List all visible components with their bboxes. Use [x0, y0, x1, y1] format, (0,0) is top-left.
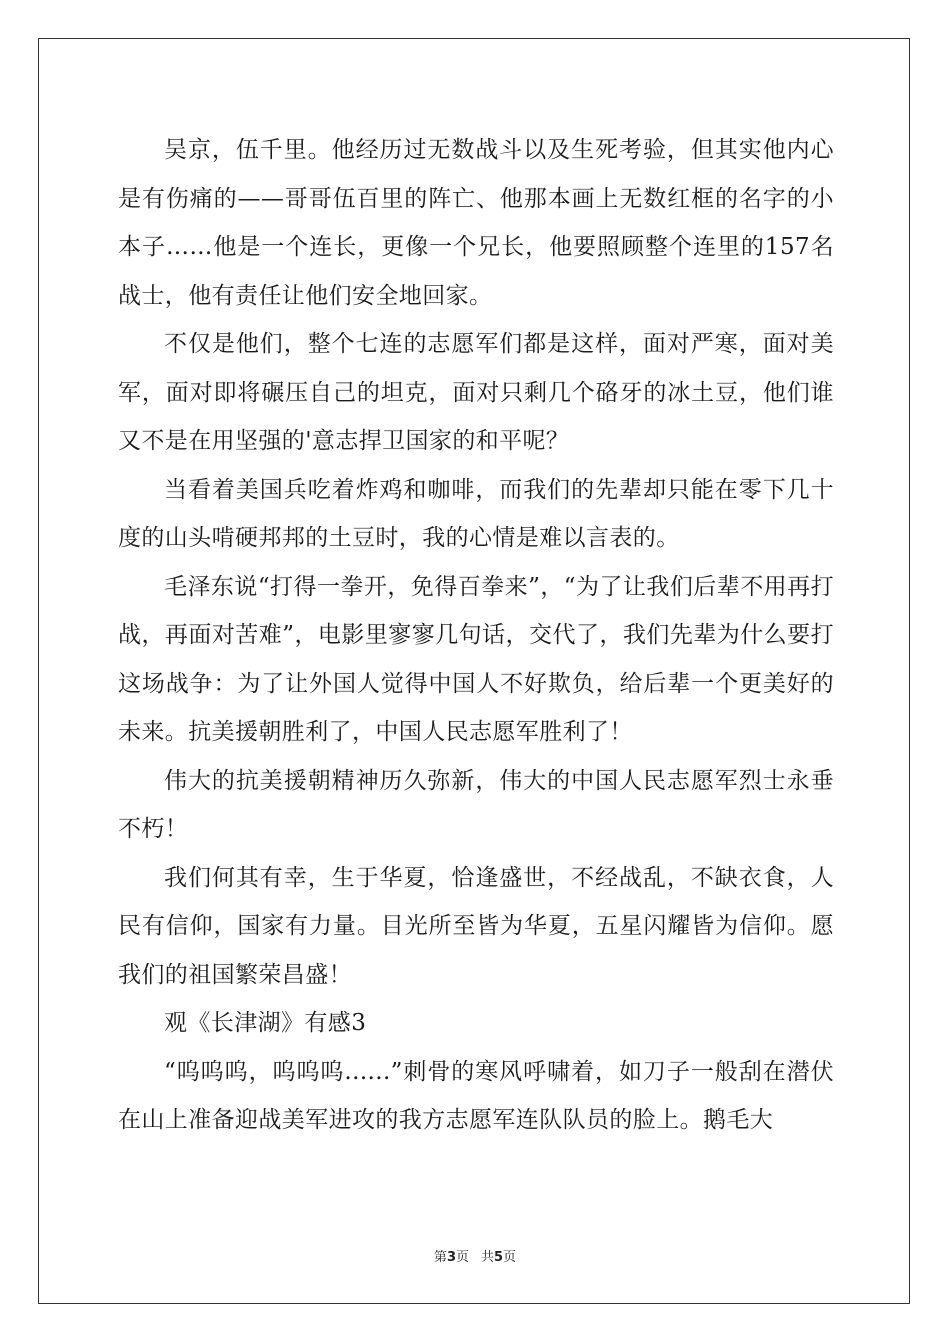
paragraph-5: 伟大的抗美援朝精神历久弥新，伟大的中国人民志愿军烈士永垂不朽！ — [118, 767, 834, 842]
total-suffix: 页 — [503, 1250, 517, 1265]
total-prefix: 共 — [481, 1250, 495, 1265]
paragraph-1: 吴京，伍千里。他经历过无数战斗以及生死考验，但其实他内心是有伤痛的——哥哥伍百里的阵亡、他那本画上无数红框的名字的小本子……他是一个连长，更像一个兄长，他要照顾整个连里的157名战士，他有责任让他们安全地回家。 — [118, 137, 834, 309]
total-pages-number: 5 — [494, 1250, 504, 1265]
page-prefix: 第 — [433, 1250, 447, 1265]
paragraph-6: 我们何其有幸，生于华夏，恰逢盛世，不经战乱，不缺衣食，人民有信仰，国家有力量。目光所至皆为华夏，五星闪耀皆为信仰。愿我们的祖国繁荣昌盛！ — [118, 864, 834, 988]
page-footer — [0, 1246, 950, 1265]
section-heading: 观《长津湖》有感3 — [164, 1010, 367, 1036]
paragraph-4: 毛泽东说“打得一拳开，免得百拳来”，“为了让我们后辈不用再打战，再面对苦难”，电影里寥寥几句话，交代了，我们先辈为什么要打这场战争：为了让外国人觉得中国人不好欺负，给后辈一个更美好的未来。抗美援朝胜利了，中国人民志愿军胜利了！ — [118, 573, 834, 745]
document-body — [118, 126, 834, 1145]
page-suffix: 页 — [455, 1250, 469, 1265]
paragraph-3: 当看着美国兵吃着炸鸡和咖啡，而我们的先辈却只能在零下几十度的山头啃硬邦邦的土豆时，我的心情是难以言表的。 — [118, 476, 834, 551]
current-page-number: 3 — [446, 1250, 456, 1265]
paragraph-2: 不仅是他们，整个七连的志愿军们都是这样，面对严寒，面对美军，面对即将碾压自己的坦克，面对只剩几个硌牙的冰土豆，他们谁又不是在用坚强的'意志捍卫国家的和平呢？ — [118, 331, 834, 454]
paragraph-7: “呜呜呜，呜呜呜......”刺骨的寒风呼啸着，如刀子一般刮在潜伏在山上准备迎战美军进攻的我方志愿军连队队员的脸上。鹅毛大 — [118, 1058, 834, 1133]
